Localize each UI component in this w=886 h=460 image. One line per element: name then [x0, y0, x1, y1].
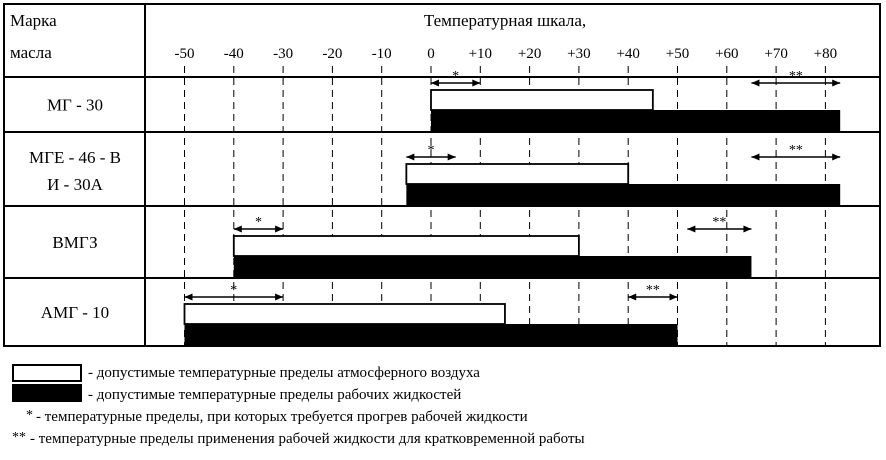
oil-grade-label: МГ - 30 — [46, 95, 104, 115]
short-term-arrow-mark: ** — [788, 143, 803, 158]
short-term-arrow-arrowhead-left — [628, 294, 636, 301]
column-header-oil-grade-line2: масла — [10, 43, 52, 62]
x-tick-label: -30 — [273, 46, 294, 62]
x-tick-label: +70 — [764, 46, 788, 62]
warmup-arrow — [406, 143, 455, 161]
warmup-arrow-mark: * — [254, 215, 262, 230]
air-range-bar — [431, 90, 653, 110]
oil-row — [29, 143, 840, 205]
warmup-arrow-arrowhead-left — [431, 80, 439, 87]
oil-grade-label: МГЕ - 46 - В — [29, 148, 121, 167]
x-tick-label: -20 — [322, 46, 343, 62]
short-term-arrow-mark: ** — [645, 283, 660, 298]
warmup-arrow-mark: * — [230, 283, 238, 298]
warmup-arrow-arrowhead-right — [275, 226, 283, 233]
warmup-arrow-mark: * — [427, 143, 435, 158]
short-term-arrow — [751, 143, 840, 161]
legend — [0, 356, 886, 460]
x-tick-label: +20 — [517, 46, 542, 62]
legend-text-fluid: - допустимые температурные пределы рабочих жидкостей — [88, 387, 462, 403]
legend-mark-short-term: ** — [12, 430, 26, 445]
air-range-bar — [185, 304, 505, 324]
legend-mark-warmup: * — [26, 408, 33, 423]
x-tick-label: +50 — [665, 46, 690, 62]
oil-row — [52, 215, 751, 277]
fluid-range-bar — [431, 110, 840, 131]
x-tick-label: +80 — [813, 46, 838, 62]
short-term-arrow-arrowhead-left — [751, 154, 759, 161]
x-tick-label: +10 — [468, 46, 493, 62]
x-tick-label: -40 — [223, 46, 244, 62]
short-term-arrow-arrowhead-left — [687, 226, 695, 233]
column-header-oil-grade-line1: Марка — [10, 11, 57, 30]
warmup-arrow — [185, 283, 284, 301]
legend-swatch-fluid — [12, 384, 82, 402]
legend-text-warmup: - температурные пределы, при которых требуется прогрев рабочей жидкости — [36, 409, 528, 425]
oil-row — [47, 69, 840, 131]
air-range-bar — [234, 236, 579, 256]
oil-grade-label: И - 30А — [47, 175, 103, 194]
fluid-range-bar — [406, 184, 840, 205]
x-tick-label: -10 — [371, 46, 392, 62]
warmup-arrow-arrowhead-right — [275, 294, 283, 301]
warmup-arrow-arrowhead-left — [234, 226, 242, 233]
oil-grade-label: ВМГЗ — [52, 233, 98, 252]
short-term-arrow-arrowhead-right — [670, 294, 678, 301]
short-term-arrow-arrowhead-left — [751, 80, 759, 87]
legend-swatch-air — [12, 364, 82, 382]
warmup-arrow-mark: * — [452, 69, 460, 84]
legend-text-short-term: - температурные пределы применения рабочей жидкости для кратковременной работы — [30, 431, 585, 447]
warmup-arrow-arrowhead-right — [472, 80, 480, 87]
short-term-arrow — [628, 283, 677, 301]
air-range-bar — [406, 164, 628, 184]
short-term-arrow-arrowhead-right — [743, 226, 751, 233]
x-tick-label: +60 — [715, 46, 739, 62]
fluid-range-bar — [185, 324, 678, 345]
scale-title: Температурная шкала, — [423, 11, 587, 30]
warmup-arrow-arrowhead-left — [406, 154, 414, 161]
warmup-arrow-arrowhead-left — [185, 294, 193, 301]
oil-grade-label: АМГ - 10 — [40, 303, 110, 322]
short-term-arrow-arrowhead-right — [832, 154, 840, 161]
short-term-arrow — [687, 215, 751, 233]
warmup-arrow — [234, 215, 283, 233]
x-tick-label: +40 — [616, 46, 640, 62]
legend-text-air: - допустимые температурные пределы атмосферного воздуха — [88, 365, 480, 381]
short-term-arrow-mark: ** — [788, 69, 803, 84]
x-tick-label: +30 — [567, 46, 591, 62]
oil-row — [41, 283, 678, 345]
short-term-arrow-arrowhead-right — [832, 80, 840, 87]
x-tick-label: 0 — [427, 46, 435, 62]
short-term-arrow-mark: ** — [712, 215, 727, 230]
x-tick-label: -50 — [174, 46, 195, 62]
warmup-arrow-arrowhead-right — [448, 154, 456, 161]
fluid-range-bar — [234, 256, 752, 277]
x-tick-labels — [175, 46, 838, 62]
